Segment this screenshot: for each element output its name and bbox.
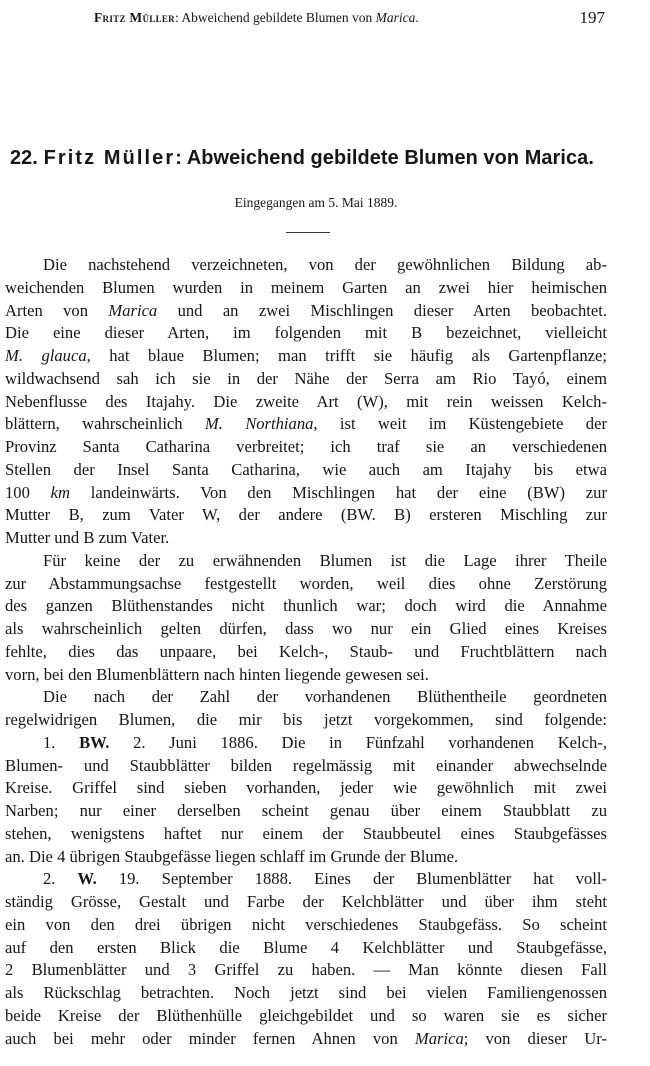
bold-label: BW. [79,732,110,752]
text-line: 1. BW. 2. Juni 1886. Die in Fünfzahl vorhandenen Kelch-, [43,732,607,752]
italic-term: km [50,482,71,502]
article-number: 22. [10,146,38,169]
text-line: auf den ersten Blick die Blume 4 Kelchblätter und Staubgefässe, [5,937,607,957]
bold-label: W. [77,869,97,889]
text-line: ein von den drei übrigen nicht verschiedenes Staubgefäss. So scheint [5,914,607,934]
text-line: 2 Blumenblätter und 3 Griffel zu haben. — Man könnte diesen Fall [5,960,607,980]
text-line: als wahrscheinlich gelten dürfen, dass wo nur ein Glied eines Kreises [5,619,607,638]
text-line: Mutter und B zum Vater. [5,528,170,547]
page-number: 197 [579,8,605,27]
article-title [10,146,611,170]
text-line: Die eine dieser Arten, im folgenden mit B bezeichnet, vielleicht [5,323,607,343]
text-line: Provinz Santa Catharina verbreitet; ich traf sie an verschiedenen [5,437,607,456]
text-line: des ganzen Blüthenstandes nicht thunlich war; doch wird die Annahme [5,596,607,616]
text-line: Die nachstehend verzeichneten, von der gewöhnlichen Bildung ab- [43,255,607,274]
text-line: M. glauca, hat blaue Blumen; man trifft sie häufig als Gartenpflanze; [5,346,607,365]
italic-term: M. glauca [5,346,87,365]
text-line: ständig Grösse, Gestalt und Farbe der Kelchblätter und über ihm steht [5,892,607,911]
text-line: Die nach der Zahl der vorhandenen Blüthentheile geordneten [43,687,607,707]
italic-term: M. Northiana [204,414,314,434]
received-date: Eingegangen am 5. Mai 1889. [234,195,398,210]
text-line: als Rückschlag betrachten. Noch jetzt sind bei vielen Familiengenossen [5,983,607,1002]
italic-term: Marica [414,1028,464,1048]
running-head [0,8,650,32]
text-line: vorn, bei den Blumenblättern nach hinten liegende gewesen sei. [5,664,429,684]
running-head-title: Fritz Müller: Abweichend gebildete Blumen von Marica. [94,10,419,25]
article-author: Fritz Müller [43,146,176,169]
text-line: Für keine der zu erwähnenden Blumen ist die Lage ihrer Theile [43,550,607,570]
text-line: auch bei mehr oder minder fernen Ahnen von Marica; von dieser Ur- [5,1028,607,1048]
running-head-author: Fritz Müller [94,10,175,25]
text-line: Stellen der Insel Santa Catharina, wie auch am Itajahy bis etwa [5,459,607,479]
text-line: weichenden Blumen wurden in meinem Garten an zwei hier heimischen [5,277,607,297]
article-body [5,254,607,1050]
text-line: Blumen- und Staubblätter bilden regelmässig mit einander abwechselnde [5,755,607,775]
text-line: beide Kreise der Blüthenhülle gleichgebildet und so waren sie es sicher [5,1005,607,1025]
text-line: regelwidrigen Blumen, die mir bis jetzt vorgekommen, sind folgende: [5,710,607,729]
text-line: Arten von Marica und an zwei Mischlingen dieser Arten beobachtet. [5,300,607,320]
italic-term: Marica [108,300,158,320]
text-line: wildwachsend sah ich sie in der Nähe der Serra am Rio Tayó, einem [5,368,607,388]
text-line: 100 km landeinwärts. Von den Mischlingen hat der eine (BW) zur [5,482,607,502]
text-line: blättern, wahrscheinlich M. Northiana, ist weit im Küstengebiete der [5,414,607,434]
text-line: stehen, wenigstens haftet nur einem der Staubbeutel eines Staubgefässes [5,823,607,843]
text-line: Mutter B, zum Vater W, der andere (BW. B) ersteren Mischling zur [5,505,607,525]
text-line: 2. W. 19. September 1888. Eines der Blumenblätter hat voll- [43,869,608,889]
text-line: zur Abstammungsachse festgestellt worden, weil dies ohne Zerstörung [5,573,607,593]
text-line: Narben; nur einer derselben scheint genau über einem Staubblatt zu [5,801,607,820]
text-line: fehlte, dies das unpaare, bei Kelch-, Staub- und Fruchtblättern nach [5,641,607,661]
text-line: Kreise. Griffel sind sieben vorhanden, jeder wie gewöhnlich mit zwei [5,778,607,798]
article-title-text: : Abweichend gebildete Blumen von Marica. [175,146,594,169]
text-line: an. Die 4 übrigen Staubgefässe liegen schlaff im Grunde der Blume. [5,846,459,866]
separator-rule [286,232,330,233]
text-line: Nebenflusse des Itajahy. Die zweite Art (W), mit rein weissen Kelch- [5,391,607,411]
